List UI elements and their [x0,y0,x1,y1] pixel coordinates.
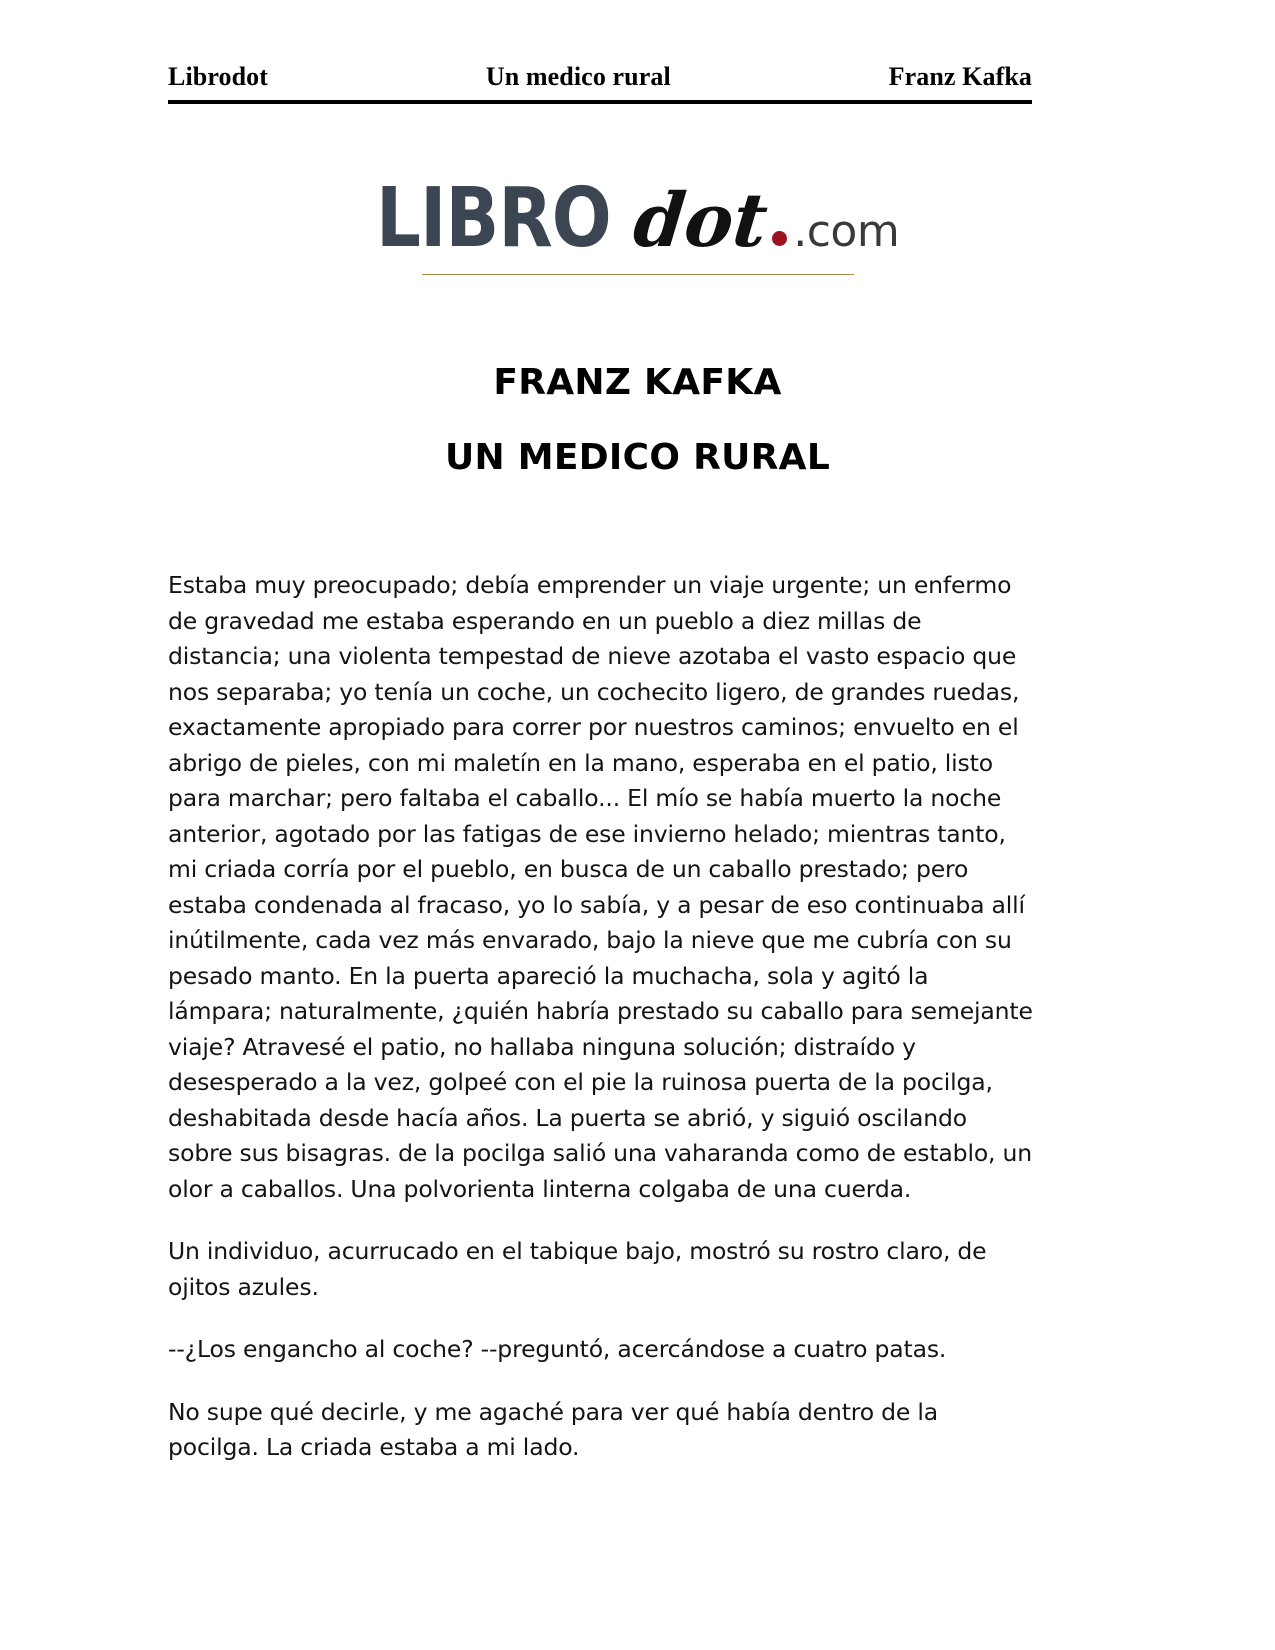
paragraph: Estaba muy preocupado; debía emprender un viaje urgente; un enfermo de gravedad me estaba esperando en un pueblo a diez millas de distancia; una violenta tempestad de nieve azotaba el vasto espacio que nos separaba; yo tenía un coche, un cochecito ligero, de grandes ruedas, exactamente apropiado para correr por nuestros caminos; envuelto en el abrigo de pieles, con mi maletín en la mano, esperaba en el patio, listo para marchar; pero faltaba el caballo... El mío se había muerto la noche anterior, agotado por las fatigas de ese invierno helado; mientras tanto, mi criada corría por el pueblo, en busca de un caballo prestado; pero estaba condenada al fracaso, yo lo sabía, y a pesar de eso continuaba allí inútilmente, cada vez más envarado, bajo la nieve que me cubría con su pesado manto. En la puerta apareció la muchacha, sola y agitó la lámpara; naturalmente, ¿quién habría prestado su caballo para semejante viaje? Atravesé el patio, no hallaba ninguna solución; distraído y desesperado a la vez, golpeé con el pie la ruinosa puerta de la pocilga, deshabitada desde hacía años. La puerta se abrió, y siguió oscilando sobre sus bisagras. de la pocilga salió una vaharanda como de establo, un olor a caballos. Una polvorienta linterna colgaba de una cuerda. [168,571,1033,1203]
body-text [168,568,1034,1466]
header-divider-rule [168,100,1032,104]
logo-libro-text: LIBRO [375,171,611,266]
header-work-title: Un medico rural [485,62,671,91]
running-header [168,62,1032,92]
logo-wordmark [375,171,900,266]
logo-divider-rule [422,274,854,275]
logo-dot-script: dot [629,178,772,264]
logo-red-dot-icon [772,231,787,246]
logo-com-text: .com [793,206,900,257]
header-author: Franz Kafka [888,62,1032,91]
work-title: UN MEDICO RURAL [444,437,831,478]
paragraph: No supe qué decirle, y me agaché para ver qué había dentro de la pocilga. La criada estaba a mi lado. [168,1397,938,1461]
librodot-logo [0,171,1275,275]
header-site-name: Librodot [168,62,269,91]
paragraph: --¿Los engancho al coche? --preguntó, acercándose a cuatro patas. [168,1335,947,1363]
paragraph: Un individuo, acurrucado en el tabique bajo, mostró su rostro claro, de ojitos azules. [168,1237,987,1301]
author-title: FRANZ KAFKA [493,362,782,403]
